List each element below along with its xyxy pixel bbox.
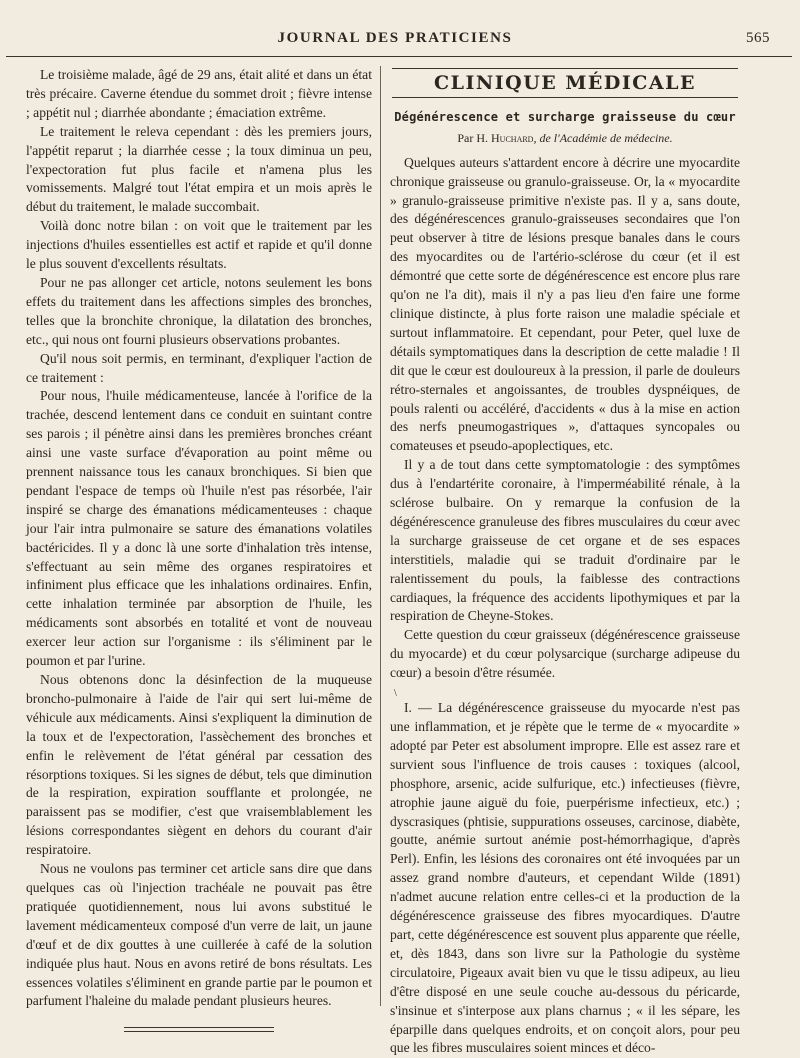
journal-title: JOURNAL DES PRATICIENS (277, 30, 513, 46)
paragraph: Pour ne pas allonger cet article, notons seulement les bons effets du traitement dans les affections simples des bronches, telles que la bronchite chronique, la dilatation des bronches, etc., qui nous ont fourni plusieurs observations probantes. (26, 274, 372, 347)
section-mark: \ (394, 688, 397, 700)
paragraph: Pour nous, l'huile médicamenteuse, lancée à l'orifice de la trachée, descend lentement dans ce conduit en suintant contre ses parois ; il pénètre ainsi dans les premières bronches créant ainsi une vaste surface d'évaporation au point même ou prennent naissance tous les canaux bronchiques. Si bien que pendant l'espace de temps où l'huile n'est pas résorbée, l'air inspiré se charge des émanations médicamenteuses : chaque jour l'air intra pulmonaire se sature des émanations volatiles bactéricides. Il y a donc là une sorte d'inhalation très intense, s'effectuant au sein même des organes respiratoires et infiniment plus efficace que les inhalations ordinaires. Enfin, cette inhalation terminée par absorption de l'huile, les médicaments sont absorbés en totalité et vont de nouveau exercer leur action sur l'organisme : ils s'éliminent par le poumon et par l'urine. (26, 388, 372, 669)
byline-prefix: Par H. (457, 130, 489, 145)
paragraph: Cette question du cœur graisseux (dégénérescence graisseuse du myocarde) et du cœur polysarcique (surcharge adipeuse du cœur) a besoin d'être résumée. (390, 627, 740, 681)
page-number: 565 (746, 30, 770, 46)
page-header (20, 22, 770, 52)
paragraph: Nous ne voulons pas terminer cet article sans dire que dans quelques cas où l'injection trachéale ne pouvait pas être pratiquée quotidiennement, nous lui avons substitué le lavement médicamenteux composé d'un verre de lait, un jaune d'œuf et de dix gouttes à une cuillerée à café de la solution indiquée plus haut. Nous en avons retiré de bons résultats. Les essences volatiles s'éliminent en grande partie par le poumon et parfument l'haleine du malade pendant plusieurs heures. (26, 861, 372, 1009)
byline-author: Huchard (491, 130, 534, 145)
left-column (26, 66, 372, 1035)
paragraph: Le traitement le releva cependant : dès les premiers jours, l'appétit reparut ; la diarrhée cesse ; la toux diminua un peu, l'expectoration fut plus facile et n'amena plus les vomissements. Malgré tout l'état empira et un mois après le début du traitement, le malade succombait. (26, 123, 372, 215)
column-divider (380, 66, 381, 1006)
header-rule (6, 56, 792, 57)
paragraph: Il y a de tout dans cette symptomatologie : des symptômes dus à l'endartérite coronaire, à l'imperméabilité rénale, à la sclérose bulbaire. On y remarque la confusion de la dégénérescence granuleuse des fibres musculaires du cœur avec la surcharge graisseuse de cet organe et de ses espaces interstitiels, maladie qui se traduit d'ordinaire par le ralentissement du pouls, la faiblesse des contractions cardiaques, la fréquence des accidents lipothymiques et par la respiration de Cheyne-Stokes. (390, 457, 740, 624)
right-column (390, 66, 740, 1058)
article-end-rules (124, 1027, 274, 1032)
section-title: CLINIQUE MÉDICALE (392, 68, 738, 98)
paragraph: Voilà donc notre bilan : on voit que le traitement par les injections d'huiles essentielles est actif et rapide et qu'il donne le plus souvent d'excellents résultats. (26, 218, 372, 272)
byline (390, 129, 740, 148)
byline-suffix: , de l'Académie de médecine. (533, 130, 673, 145)
paragraph: I. — La dégénérescence graisseuse du myocarde n'est pas une inflammation, et je répète que le terme de « myocardite » adopté par Peter est absolument impropre. Elle est assez rare et survient sous l'influence de trois causes : toxiques (alcool, phosphore, arsenic, acide sulfurique, etc.) infectieuses (fièvre, atrophie jaune aiguë du foie, puerpérisme infectieux, etc.) ; dyscrasiques (phtisie, suppurations osseuses, carcinose, diabète, goutte, anémie surtout anémie post-hémorrhagique, d'après Perl). Enfin, les lésions des coronaires ont été invoquées par un assez grand nombre d'auteurs, et cependant Wilde (1891) n'admet aucune relation entre celles-ci et la production de la dégénérescence graisseuse des fibres myocardiques. D'autre part, cette dégénérescence est souvent plus apparente que réelle, et, dès 1843, dans son livre sur la Pathologie du système circulatoire, Pigeaux avait bien vu que le tissu adipeux, au lieu d'être disposé en une seule couche au-dessous du péricarde, s'insinue et s'interpose aux plans charnus ; « il les sépare, les éparpille dans quelques endroits, et on conçoit alors, pour peu que les fibres musculaires soient minces et déco- (390, 700, 740, 1056)
paragraph: Quelques auteurs s'attardent encore à décrire une myocardite chronique graisseuse ou granulo-graisseuse. Or, la « myocardite » granulo-graisseuse primitive n'existe pas. Il y a, sans doute, des dégénérescences granulo-graisseuses secondaires que l'on peut observer à titre de lésions presque banales dans le cours des myocardites ou de l'artério-sclérose du cœur (et il est démontré que cette sorte de dégénérescence est encore plus rare qu'on ne l'a dit), mais il n'y a pas lieu d'en faire une forme clinique distincte, à plus forte raison une maladie spéciale et surtout inflammatoire. Et cependant, pour Peter, quel luxe de détails symptomatiques dans la description de cette maladie ! Il dit que le cœur est douloureux à la pression, il parle de douleurs rétro-sternales et angoissantes, de troubles dyspnéiques, de pouls ralenti ou accéléré, d'accidents « dus à la mise en action des nerfs pneumogastriques », d'attaques syncopales ou comateuses et pseudo-apoplectiques, etc. (390, 154, 740, 454)
paragraph: Nous obtenons donc la désinfection de la muqueuse broncho-pulmonaire à l'aide de l'air qui sert lui-même de véhicule aux médicaments. Ainsi s'expliquent la diminution de la toux et de l'expectoration, l'assèchement des bronches et enfin le relèvement de l'état général par cessation des résorptions toxiques. Si les signes de début, tels que diminution de la respiration, expiration soufflante et prolongée, ne paraissent pas se modifier, c'est que vraisemblablement les lésions correspondantes siègent en dehors du courant d'air respiratoire. (26, 672, 372, 858)
paragraph: Qu'il nous soit permis, en terminant, d'expliquer l'action de ce traitement : (26, 350, 372, 385)
paragraph: Le troisième malade, âgé de 29 ans, était alité et dans un état très précaire. Caverne étendue du sommet droit ; fièvre intense ; appétit nul ; diarrhée abondante ; émaciation extrême. (26, 67, 372, 120)
article-title: Dégénérescence et surcharge graisseuse du cœur (394, 109, 736, 124)
